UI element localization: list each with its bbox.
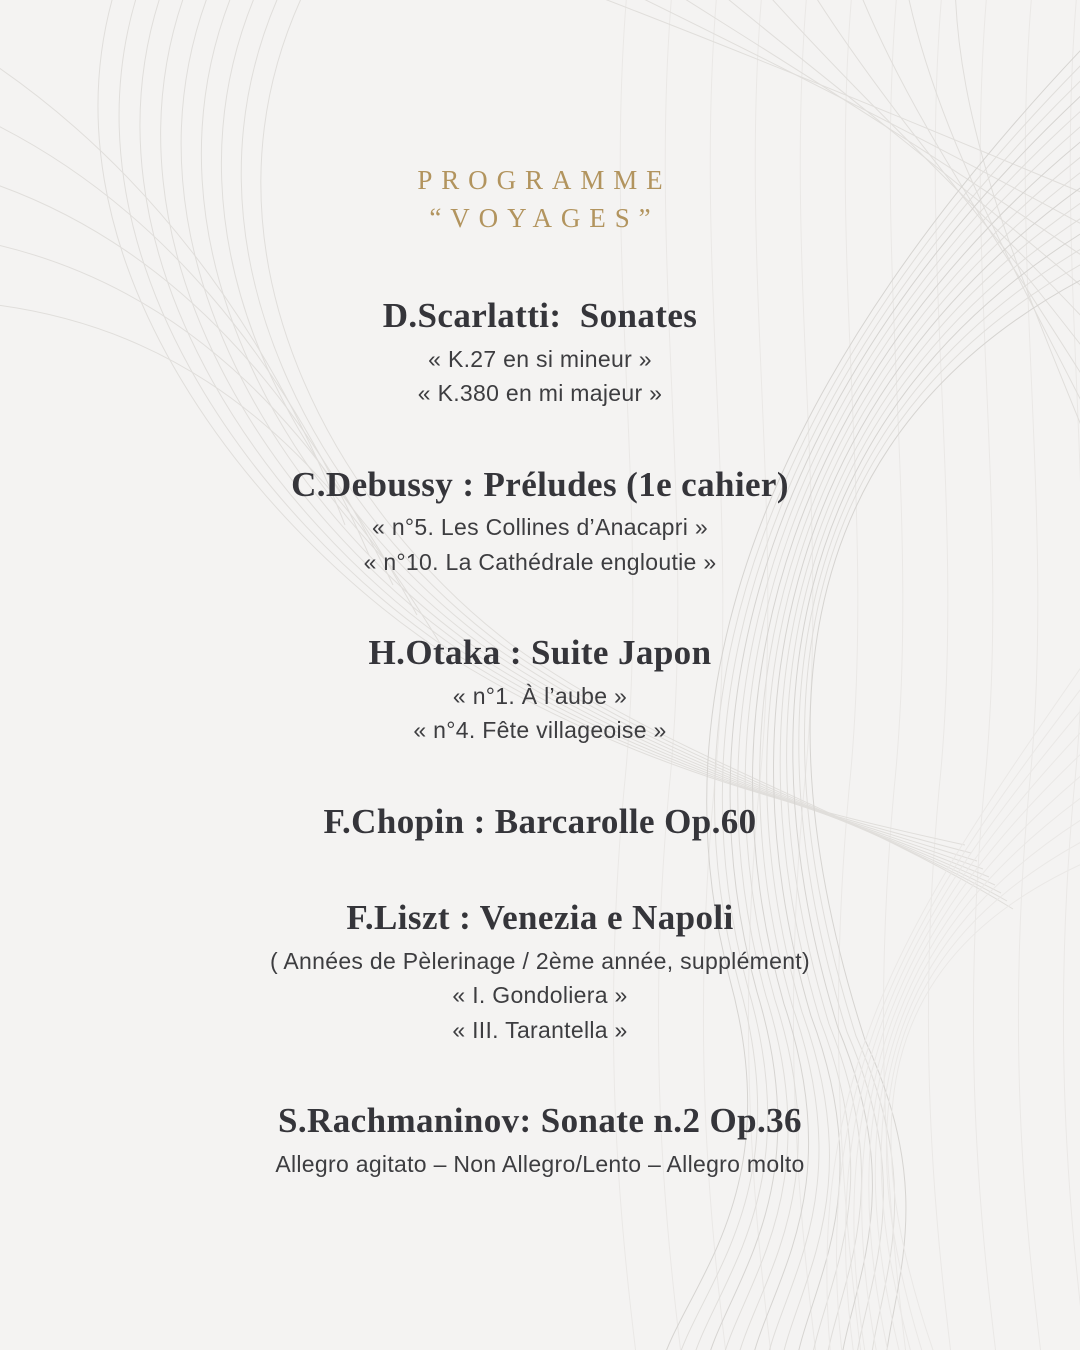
programme-eyebrow: PROGRAMME bbox=[417, 165, 672, 195]
piece-title: F.Liszt : Venezia e Napoli bbox=[346, 898, 734, 938]
piece-title: D.Scarlatti: Sonates bbox=[382, 296, 698, 336]
piece-line: « III. Tarantella » bbox=[452, 1016, 628, 1043]
piece-title: F.Chopin : Barcarolle Op.60 bbox=[323, 801, 757, 841]
programme-title: “VOYAGES” bbox=[429, 203, 660, 234]
piece-line: « n°1. À l’aube » bbox=[452, 682, 628, 709]
piece-title: S.Rachmaninov: Sonate n.2 Op.36 bbox=[278, 1101, 802, 1141]
programme-sections bbox=[0, 293, 1080, 1181]
programme-header bbox=[0, 163, 1080, 236]
programme-section-debussy bbox=[0, 462, 1080, 580]
piece-line: « K.380 en mi majeur » bbox=[417, 380, 663, 407]
piece-movements: Allegro agitato – Non Allegro/Lento – Allegro molto bbox=[275, 1150, 805, 1177]
programme-section-scarlatti bbox=[0, 293, 1080, 411]
piece-subtitle: ( Années de Pèlerinage / 2ème année, supplément) bbox=[270, 947, 810, 974]
programme-section-otaka bbox=[0, 630, 1080, 748]
piece-line: « I. Gondoliera » bbox=[452, 982, 628, 1009]
piece-title: H.Otaka : Suite Japon bbox=[368, 633, 712, 673]
piece-line: « n°10. La Cathédrale engloutie » bbox=[363, 548, 717, 575]
piece-line: « n°5. Les Collines d’Anacapri » bbox=[372, 514, 708, 541]
piece-line: « n°4. Fête villageoise » bbox=[413, 717, 667, 744]
programme-section-liszt bbox=[0, 895, 1080, 1047]
piece-title: C.Debussy : Préludes (1e cahier) bbox=[291, 464, 789, 504]
programme-section-rachmaninov bbox=[0, 1098, 1080, 1181]
programme-section-chopin bbox=[0, 799, 1080, 845]
piece-line: « K.27 en si mineur » bbox=[428, 345, 652, 372]
